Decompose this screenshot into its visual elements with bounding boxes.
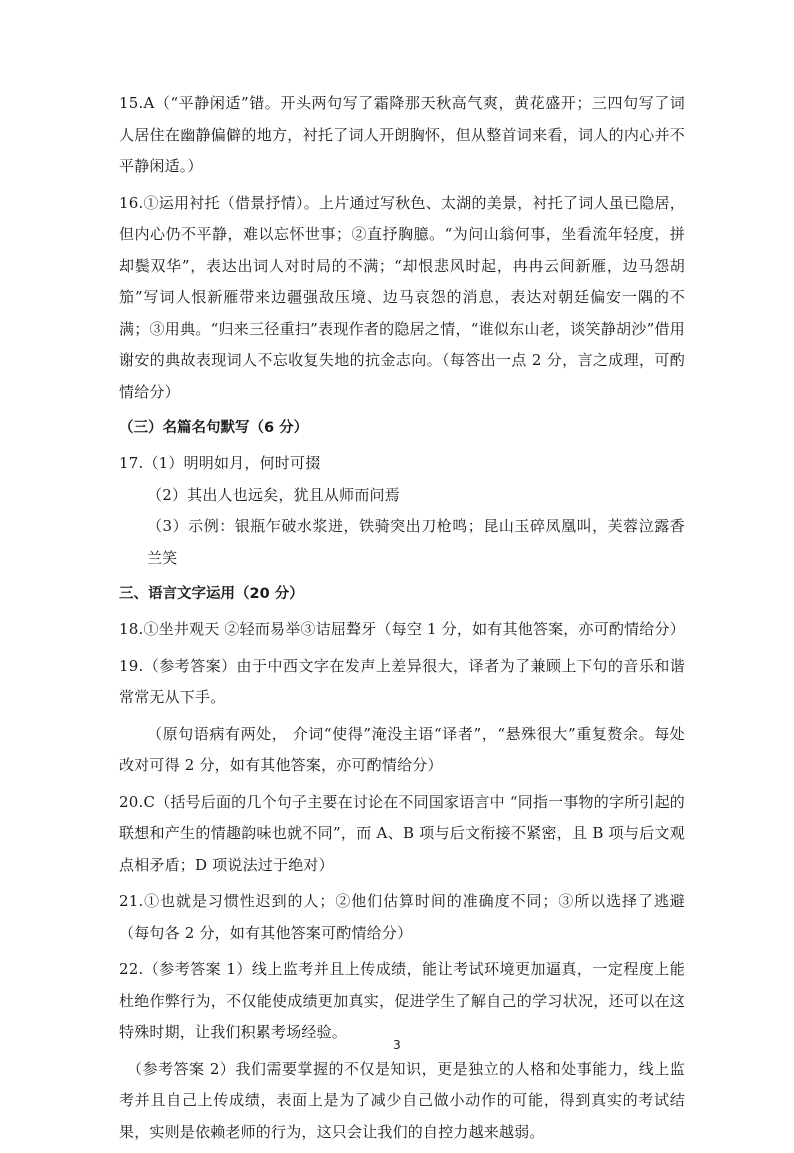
answer-18: 18.①坐井观天 ②轻而易举③诘屈聱牙（每空 1 分，如有其他答案，亦可酌情给分） (119, 620, 685, 638)
answer-19: 19.（参考答案）由于中西文字在发声上差异很大，译者为了兼顾上下句的音乐和谐常常无从下手。 (119, 656, 685, 706)
answer-16: 16.①运用衬托（借景抒情）。上片通过写秋色、太湖的美景，衬托了词人虽已隐居，但内心仍不平静，难以忘怀世事；②直抒胸臆。“为问山翁何事，坐看流年轻度，拼却鬓双华”，表达出词人对时局的不满；“却恨悲风时起，冉冉云间新雁，边马怨胡笳”写词人恨新雁带来边疆强敌压境、边马哀怨的消息，表达对朝廷偏安一隅的不满；③用典。“归来三径重扫”表现作者的隐居之情，“谁似东山老，谈笑静胡沙”借用谢安的典故表现词人不忘收复失地的抗金志向。（每答出一点 2 分，言之成理，可酌情给分） (119, 193, 685, 401)
answer-15: 15.A（“平静闲适”错。开头两句写了霜降那天秋高气爽，黄花盛开；三四句写了词人居住在幽静偏僻的地方，衬托了词人开朗胸怀，但从整首词来看，词人的内心并不平静闲适。） (119, 94, 685, 175)
answer-20: 20.C（括号后面的几个句子主要在讨论在不同国家语言中 “同指一事物的字所引起的联想和产生的情趣韵味也就不同”，而 A、B 项与后文衔接不紧密，且 B 项与后文观点相矛盾；D 项说法过于绝对） (119, 792, 685, 874)
section-heading-famous-lines: （三）名篇名句默写（6 分） (119, 420, 309, 436)
answer-17-1: 17.（1）明明如月，何时可掇 (119, 454, 321, 472)
answer-17-3: （3）示例：银瓶乍破水浆迸，铁骑突出刀枪鸣；昆山玉碎凤凰叫，芙蓉泣露香兰笑 (147, 517, 685, 567)
section-heading-language-use: 三、语言文字运用（20 分） (119, 586, 304, 602)
answer-19-note: （原句语病有两处， 介词“使得”淹没主语“译者”，“悬殊很大”重复赘余。每处改对可得 2 分，如有其他答案，亦可酌情给分） (119, 724, 685, 774)
answer-22-ref-1: 22.（参考答案 1）线上监考并且上传成绩，能让考试环境更加逼真，一定程度上能杜绝作弊行为，不仅能使成绩更加真实，促进学生了解自己的学习状况，还可以在这特殊时期，让我们积累考场经验。 (119, 960, 685, 1041)
page-number: 3 (393, 1038, 401, 1052)
answer-17-2: （2）其出人也远矣，犹且从师而问焉 (147, 485, 400, 504)
answer-21: 21.①也就是习惯性迟到的人；②他们估算时间的准确度不同；③所以选择了逃避（每句各 2 分，如有其他答案可酌情给分） (119, 892, 685, 942)
answer-22-ref-2: （参考答案 2）我们需要掌握的不仅是知识，更是独立的人格和处事能力，线上监考并且自己上传成绩，表面上是为了减少自己做小动作的可能，得到真实的考试结果，实则是依赖老师的行为，这只会让我们的自控力越来越弱。 (119, 1059, 685, 1141)
answer-page (119, 88, 685, 1153)
